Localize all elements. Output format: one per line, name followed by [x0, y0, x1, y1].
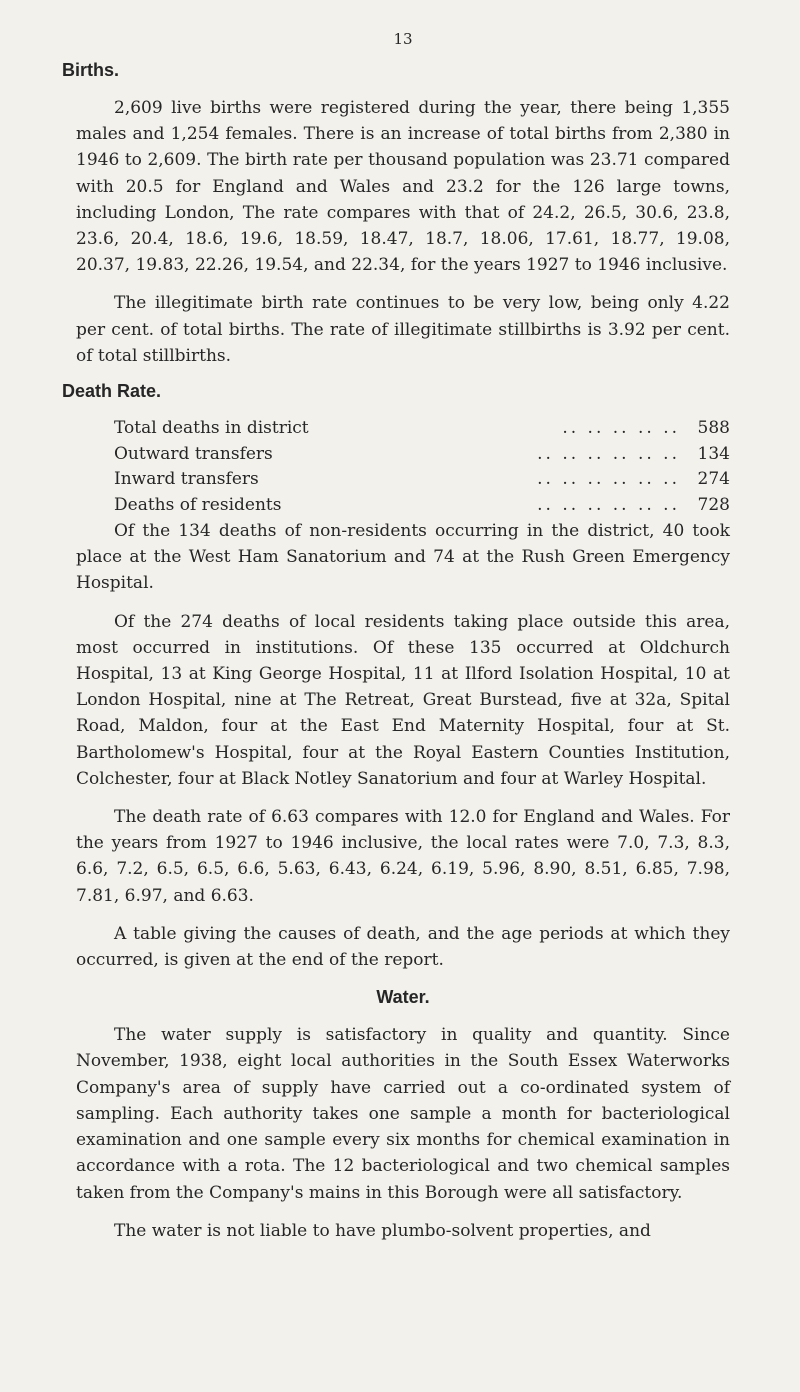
water-paragraph-2: The water is not liable to have plumbo-solvent properties, and: [114, 1220, 651, 1241]
death-rate-section: [62, 381, 730, 973]
table-row: [114, 416, 730, 442]
births-section: [62, 60, 730, 369]
death-rate-heading: Death Rate.: [62, 381, 162, 402]
leader-dots: .. .. .. .. .. ..: [537, 469, 680, 490]
water-heading: Water.: [376, 987, 430, 1008]
row-label: Deaths of residents: [114, 494, 282, 515]
row-label: Total deaths in district: [114, 418, 309, 439]
death-rate-paragraph-3: The death rate of 6.63 compares with 12.0 for England and Wales. For the years from 1927 to 1946 inclusive, the local rates were 7.0, 7.3, 8.3, 6.6, 7.2, 6.5, 6.5, 6.6, 5.63, 6.43, 6.24, 6.19, 5.96, 8.90, 8.51, 6.85, 7.98, 7.81, 6.97, and 6.63.: [76, 807, 730, 906]
leader-dots: .. .. .. .. ..: [562, 418, 680, 439]
births-paragraph-1: 2,609 live births were registered during the year, there being 1,355 males and 1,254 females. There is an increase of total births from 2,380 in 1946 to 2,609. The birth rate per thousand population was 23.71 compared with 20.5 for England and Wales and 23.2 for the 126 large towns, including London, The rate compares with that of 24.2, 26.5, 30.6, 23.8, 23.6, 20.4, 18.6, 19.6, 18.59, 18.47, 18.7, 18.06, 17.61, 18.77, 19.08, 20.37, 19.83, 22.26, 19.54, and 22.34, for the years 1927 to 1946 inclusive.: [76, 98, 730, 276]
row-value: 274: [697, 469, 730, 490]
death-rate-paragraph-1: Of the 134 deaths of non-residents occurring in the district, 40 took place at the West Ham Sanatorium and 74 at the Rush Green Emergency Hospital.: [76, 521, 730, 594]
row-value: 134: [697, 443, 730, 464]
table-row: [114, 493, 730, 519]
table-row: [114, 467, 730, 493]
deaths-table: [76, 416, 730, 518]
row-label: Outward transfers: [114, 443, 273, 464]
row-value: 588: [697, 418, 730, 439]
row-value: 728: [697, 494, 730, 515]
page-number: 13: [393, 30, 413, 48]
table-row: [114, 442, 730, 468]
water-paragraph-1: The water supply is satisfactory in quality and quantity. Since November, 1938, eight local authorities in the South Essex Waterworks Company's area of supply have carried out a co-ordinated system of sampling. Each authority takes one sample a month for bacteriological examination and one sample every six months for chemical examination in accordance with a rota. The 12 bacteriological and two chemical samples taken from the Company's mains in this Borough were all satisfactory.: [76, 1025, 730, 1203]
leader-dots: .. .. .. .. .. ..: [537, 443, 680, 464]
water-section: [76, 987, 730, 1244]
row-label: Inward transfers: [114, 469, 259, 490]
births-heading: Births.: [62, 60, 120, 80]
births-paragraph-2: The illegitimate birth rate continues to be very low, being only 4.22 per cent. of total births. The rate of illegitimate stillbirths is 3.92 per cent. of total stillbirths.: [76, 293, 730, 366]
leader-dots: .. .. .. .. .. ..: [537, 494, 680, 515]
death-rate-paragraph-2: Of the 274 deaths of local residents taking place outside this area, most occurred in institutions. Of these 135 occurred at Oldchurch Hospital, 13 at King George Hospital, 11 at Ilford Isolation Hospital, 10 at London Hospital, nine at The Retreat, Great Burstead, five at 32a, Spital Road, Maldon, four at the East End Maternity Hospital, four at St. Bartholomew's Hospital, four at the Royal Eastern Counties Institution, Colchester, four at Black Notley Sanatorium and four at Warley Hospital.: [76, 611, 730, 789]
death-rate-paragraph-4: A table giving the causes of death, and the age periods at which they occurred, is given at the end of the report.: [76, 923, 730, 971]
